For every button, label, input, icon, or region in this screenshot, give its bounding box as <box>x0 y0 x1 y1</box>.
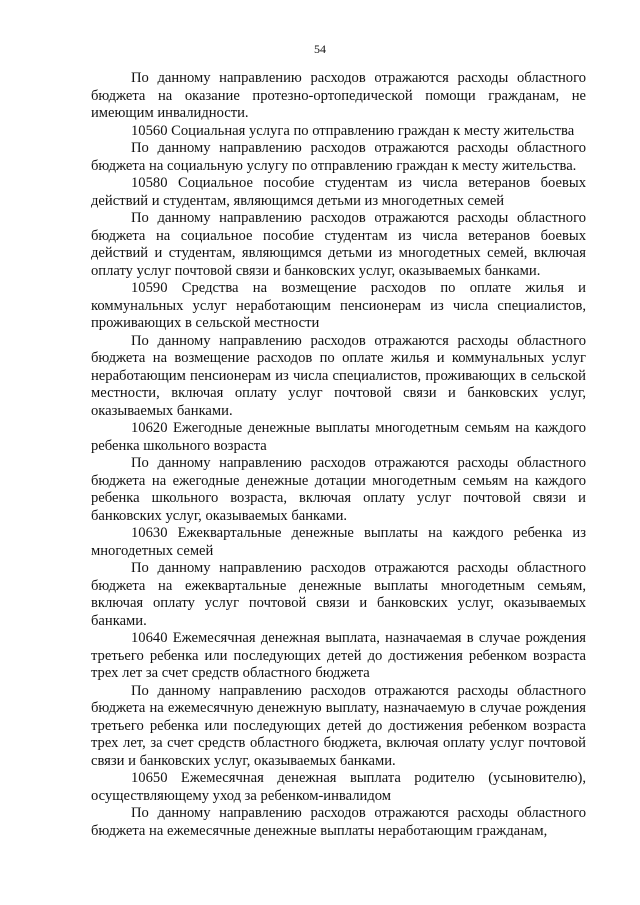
page-number: 54 <box>314 42 326 56</box>
paragraph: По данному направлению расходов отражаются расходы областного бюджета на ежеквартальные денежные выплаты многодетным семьям, включая оплату услуг почтовой связи и банковских услуг, оказываемых банками. <box>91 560 586 629</box>
section-heading-10590: 10590 Средства на возмещение расходов по оплате жилья и коммунальных услуг неработающим пенсионерам из числа специалистов, проживающих в сельской местности <box>91 280 586 331</box>
section-heading-10650: 10650 Ежемесячная денежная выплата родителю (усыновителю), осуществляющему уход за ребенком-инвалидом <box>91 770 586 804</box>
paragraph: По данному направлению расходов отражаются расходы областного бюджета на ежемесячную денежную выплату, назначаемую в случае рождения третьего ребенка или последующих детей до достижения ребенком возраста трех лет, за счет средств областного бюджета, включая оплату услуг почтовой связи и банковских услуг, оказываемых банками. <box>91 682 586 769</box>
paragraph: По данному направлению расходов отражаются расходы областного бюджета на ежемесячные денежные выплаты неработающим гражданам, <box>91 805 586 839</box>
paragraph: По данному направлению расходов отражаются расходы областного бюджета на оказание протезно-ортопедической помощи гражданам, не имеющим инвалидности. <box>91 70 586 121</box>
paragraph: По данному направлению расходов отражаются расходы областного бюджета на социальное пособие студентам из числа ветеранов боевых действий и студентам, являющимся детьми из многодетных семей, включая оплату услуг почтовой связи и банковских услуг, оказываемых банками. <box>91 210 586 279</box>
section-heading-10630: 10630 Ежеквартальные денежные выплаты на каждого ребенка из многодетных семей <box>91 525 586 559</box>
document-body <box>91 70 586 840</box>
paragraph: По данному направлению расходов отражаются расходы областного бюджета на возмещение расходов по оплате жилья и коммунальных услуг неработающим пенсионерам из числа специалистов, проживающих в сельской местности, включая оплату услуг почтовой связи и банковских услуг, оказываемых банками. <box>91 332 586 419</box>
section-heading-10620: 10620 Ежегодные денежные выплаты многодетным семьям на каждого ребенка школьного возраста <box>91 420 586 454</box>
paragraph: По данному направлению расходов отражаются расходы областного бюджета на социальную услугу по отправлению граждан к месту жительства. <box>91 140 586 174</box>
section-heading-10580: 10580 Социальное пособие студентам из числа ветеранов боевых действий и студентам, являющимся детьми из многодетных семей <box>91 175 586 209</box>
section-heading-10640: 10640 Ежемесячная денежная выплата, назначаемая в случае рождения третьего ребенка или последующих детей до достижения ребенком возраста трех лет за счет средств областного бюджета <box>91 630 586 681</box>
paragraph: По данному направлению расходов отражаются расходы областного бюджета на ежегодные денежные дотации многодетным семьям на каждого ребенка школьного возраста, включая оплату услуг почтовой связи и банковских услуг, оказываемых банками. <box>91 455 586 524</box>
section-heading-10560: 10560 Социальная услуга по отправлению граждан к месту жительства <box>131 122 575 139</box>
